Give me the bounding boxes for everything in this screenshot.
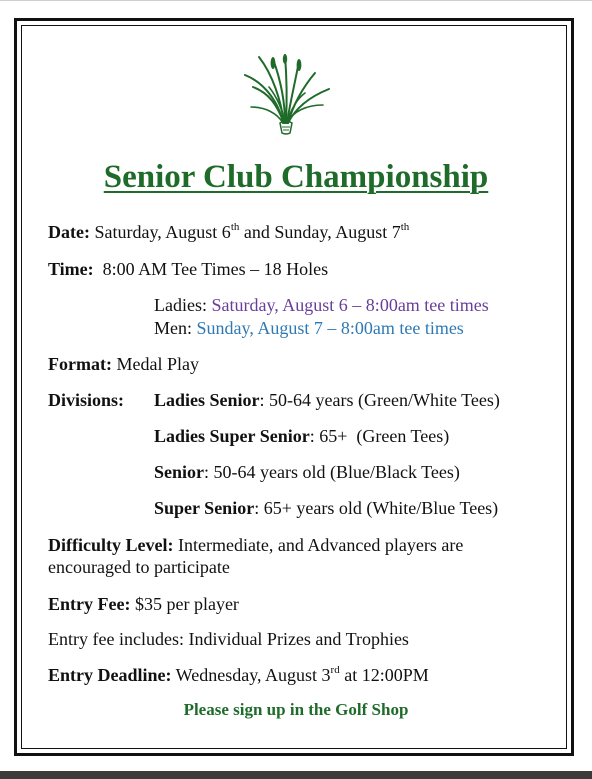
ladies-value: Saturday, August 6 – 8:00am tee times: [211, 295, 489, 315]
men-schedule: [154, 317, 464, 339]
format-value: Medal Play: [111, 354, 199, 374]
ladies-label: Ladies:: [154, 295, 212, 315]
division-item: [154, 497, 498, 519]
difficulty-line-2: encouraged to participate: [48, 557, 230, 577]
deadline-text-1: Wednesday, August 3: [171, 665, 331, 685]
date-sup-1: th: [230, 221, 240, 233]
format-label: Format:: [48, 354, 112, 374]
date-label: Date:: [48, 222, 90, 242]
division-name: Ladies Senior: [154, 390, 260, 410]
division-detail: : 65+ years old (White/Blue Tees): [254, 498, 499, 518]
signup-note: Please sign up in the Golf Shop: [183, 700, 409, 719]
men-value: Sunday, August 7 – 8:00am tee times: [196, 318, 464, 338]
divisions-line: [48, 389, 500, 411]
division-name: Ladies Super Senior: [154, 426, 310, 446]
division-item: [154, 461, 460, 483]
time-label: Time:: [48, 259, 94, 279]
division-name: Senior: [154, 462, 205, 482]
format-line: [48, 353, 199, 375]
entry-fee-label: Entry Fee:: [48, 594, 131, 614]
division-detail: : 50-64 years old (Blue/Black Tees): [204, 462, 460, 482]
division-detail: : 65+ (Green Tees): [309, 426, 450, 446]
division-detail: : 50-64 years (Green/White Tees): [259, 390, 500, 410]
entry-fee-value: $35 per player: [130, 594, 239, 614]
grass-cattail-icon: [243, 53, 331, 137]
ladies-schedule: [154, 294, 489, 316]
divisions-label: Divisions:: [48, 390, 125, 410]
deadline-text-2: at 12:00PM: [339, 665, 429, 685]
deadline-line: [48, 664, 429, 686]
difficulty-label: Difficulty Level:: [48, 535, 174, 555]
difficulty-line: [48, 534, 463, 556]
deadline-sup: rd: [330, 664, 340, 676]
division-item: [154, 425, 449, 447]
date-text-2: and Sunday, August 7: [239, 222, 401, 242]
page-title: Senior Club Championship: [103, 159, 489, 195]
deadline-label: Entry Deadline:: [48, 665, 172, 685]
men-label: Men:: [154, 318, 197, 338]
page-shadow: [0, 771, 592, 779]
division-name: Super Senior: [154, 498, 255, 518]
fee-includes-line: Entry fee includes: Individual Prizes and Trophies: [48, 629, 409, 649]
time-value: 8:00 AM Tee Times – 18 Holes: [93, 259, 329, 279]
entry-fee-line: [48, 593, 239, 615]
date-text-1: Saturday, August 6: [89, 222, 231, 242]
date-sup-2: th: [400, 221, 410, 233]
time-line: [48, 258, 328, 280]
date-line: [48, 221, 409, 243]
difficulty-value: Intermediate, and Advanced players are: [173, 535, 464, 555]
